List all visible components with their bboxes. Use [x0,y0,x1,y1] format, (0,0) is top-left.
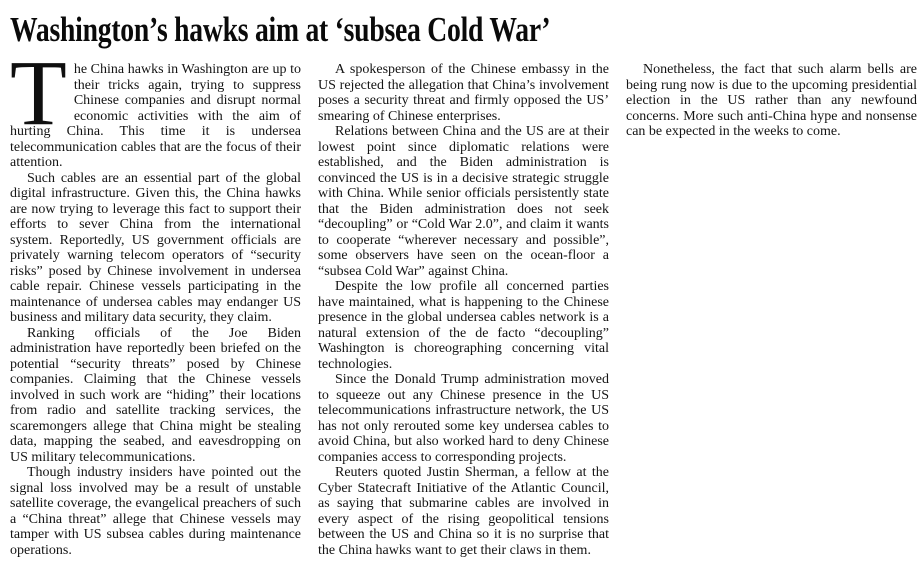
paragraph: Though industry insiders have pointed out the signal loss involved may be a result of unstable satellite coverage, the evangelical preachers of such a “China threat” allege that Chinese vessels may tamper with US subsea cables during maintenance operations. [10,465,301,558]
paragraph: Reuters quoted Justin Sherman, a fellow at the Cyber Statecraft Initiative of the Atlantic Council, as saying that submarine cables are involved in every aspect of the rising geopolitical tensions between the US and China so it is no surprise that the China hawks want to get their claws in them. [318,465,609,558]
paragraph: Ranking officials of the Joe Biden administration have reportedly been briefed on the potential “security threats” posed by Chinese companies. Claiming that the Chinese vessels involved in such work are “hiding” their locations from radio and satellite tracking services, the scaremongers allege that China might be stealing data, mapping the seabed, and eavesdropping on US military telecommunications. [10,325,301,465]
paragraph: The China hawks in Washington are up to their tricks again, trying to suppress Chinese companies and disrupt normal economic activities with the aim of hurting China. This time it is undersea telecommunication cables that are the focus of their attention. [10,42,301,170]
article-body [10,42,917,562]
paragraph: A spokesperson of the Chinese embassy in the US rejected the allegation that China’s involvement poses a security threat and firmly opposed the US’ smearing of Chinese enterprises. [318,62,609,124]
headline-text: Washington’s hawks aim at ‘subsea Cold War’ [10,10,551,49]
paragraph: Nonetheless, the fact that such alarm bells are being rung now is due to the upcoming presidential election in the US rather than any newfound concerns. More such anti-China hype and nonsense can be expected in the weeks to come. [626,62,917,139]
paragraph: Since the Donald Trump administration moved to squeeze out any Chinese presence in the US telecommunications infrastructure network, the US has not only rerouted some key undersea cables to avoid China, but also worked hard to deny Chinese companies access to corresponding projects. [318,372,609,465]
article-headline [10,0,609,62]
drop-cap: T [10,42,67,145]
paragraph: Such cables are an essential part of the global digital infrastructure. Given this, the China hawks are now trying to leverage this fact to support their efforts to sever China from the international system. Reportedly, US government officials are privately warning telecom operators of “security risks” posed by Chinese involvement in undersea cable repair. Chinese vessels participating in the maintenance of undersea cables may endanger US business and military data security, they claim. [10,170,301,325]
paragraph: Relations between China and the US are at their lowest point since diplomatic relations were established, and the Biden administration is convinced the US is in a decisive strategic struggle with China. While senior officials persistently state that the Biden administration does not seek “decoupling” or “Cold War 2.0”, and claim it wants to cooperate “wherever necessary and possible”, some observers have seen on the ocean-floor a “subsea Cold War” against China. [318,124,609,279]
paragraph: Despite the low profile all concerned parties have maintained, what is happening to the Chinese presence in the global undersea cables network is a natural extension of the de facto “decoupling” Washington is choreographing concerning vital technologies. [318,279,609,372]
